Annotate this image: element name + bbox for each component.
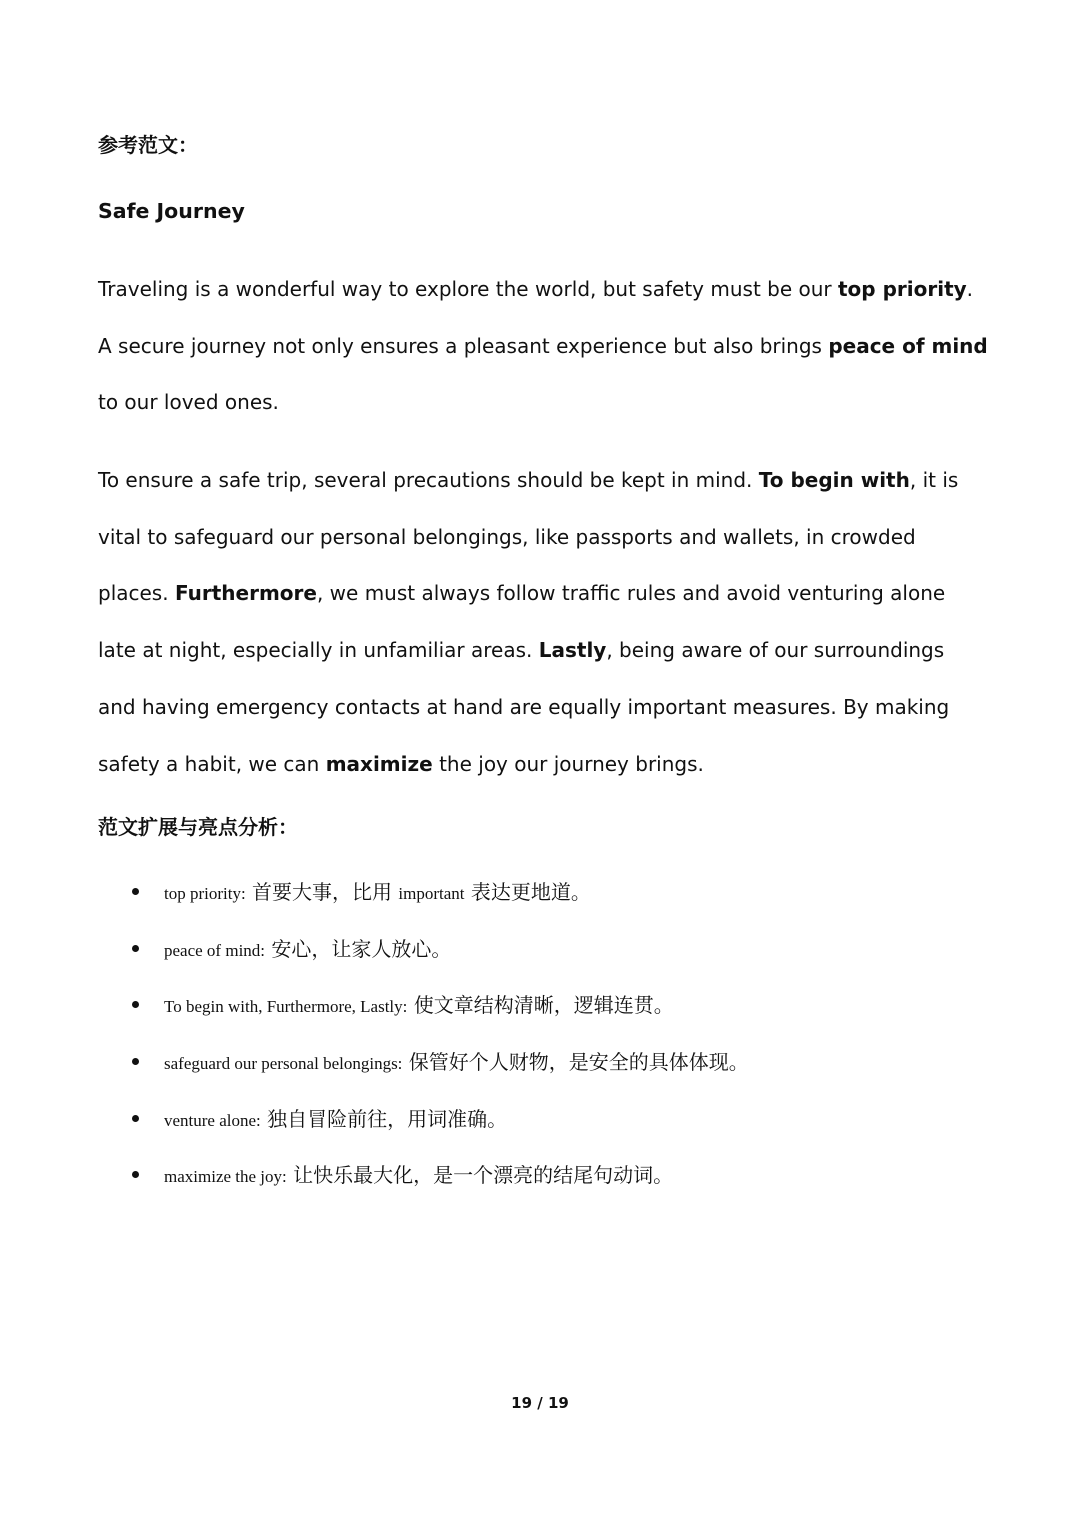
highlight-explanation: 独自冒险前往，用词准确。	[260, 1106, 508, 1131]
highlight-term: peace of mind:	[164, 940, 266, 960]
p1-bold-peace-of-mind: peace of mind	[828, 333, 988, 358]
list-item	[98, 927, 998, 984]
p2-text-3: , we must always follow traffic rules and avoid venturing alone late at night, especially in unfamiliar areas.	[98, 581, 946, 663]
page-number: 19 / 19	[511, 1394, 569, 1412]
bullet-icon	[132, 1058, 139, 1065]
highlight-term: top priority:	[164, 884, 246, 903]
bullet-icon	[132, 1115, 139, 1122]
list-item	[98, 983, 998, 1040]
list-item	[98, 1040, 998, 1097]
p2-text-1: To ensure a safe trip, several precautions should be kept in mind.	[98, 468, 759, 492]
essay-paragraph-2	[98, 452, 988, 792]
highlight-explanation: 让快乐最大化，是一个漂亮的结尾句动词。	[286, 1163, 674, 1188]
p1-text-1: Traveling is a wonderful way to explore the world, but safety must be our	[98, 277, 838, 301]
p2-text-5: the joy our journey brings.	[432, 751, 704, 776]
highlight-explanation: 使文章结构清晰，逻辑连贯。	[407, 993, 674, 1018]
p1-text-3: to our loved ones.	[98, 390, 279, 415]
highlight-term: safeguard our personal belongings:	[164, 1054, 403, 1074]
section-heading: 参考范文：	[98, 133, 198, 157]
list-item	[98, 870, 998, 927]
p1-text-2: . A secure journey not only ensures a pleasant experience but also brings	[98, 277, 974, 358]
highlight-term: To begin with, Furthermore, Lastly:	[164, 997, 408, 1017]
p2-bold-lastly: Lastly	[538, 638, 607, 663]
list-item	[98, 1097, 998, 1154]
highlight-explanation: 首要大事，比用	[245, 880, 399, 904]
highlights-list	[98, 870, 998, 1210]
highlight-term-inline: important	[398, 884, 465, 903]
analysis-heading: 范文扩展与亮点分析：	[98, 815, 298, 839]
bullet-icon	[132, 945, 139, 952]
bullet-icon	[132, 1171, 139, 1178]
essay-title: Safe Journey	[98, 199, 245, 223]
highlight-explanation-end: 表达更地道。	[464, 880, 591, 904]
bullet-icon	[132, 888, 139, 895]
list-item	[98, 1153, 998, 1210]
highlight-explanation: 保管好个人财物，是安全的具体体现。	[402, 1050, 749, 1075]
p2-text-4: , being aware of our surroundings and having emergency contacts at hand are equally important measures. By making safety a habit, we can	[98, 638, 950, 776]
bullet-icon	[132, 1001, 139, 1008]
p2-bold-maximize: maximize	[325, 751, 433, 776]
p2-bold-to-begin-with: To begin with	[758, 468, 910, 492]
p1-bold-top-priority: top priority	[838, 277, 967, 301]
p2-text-2: , it is vital to safeguard our personal belongings, like passports and wallets, in crowded places.	[98, 468, 959, 606]
highlight-term: maximize the joy:	[164, 1167, 287, 1187]
essay-paragraph-1	[98, 261, 988, 431]
highlight-explanation: 安心，让家人放心。	[265, 936, 452, 961]
p2-bold-furthermore: Furthermore	[174, 581, 317, 606]
highlight-term: venture alone:	[164, 1110, 261, 1130]
